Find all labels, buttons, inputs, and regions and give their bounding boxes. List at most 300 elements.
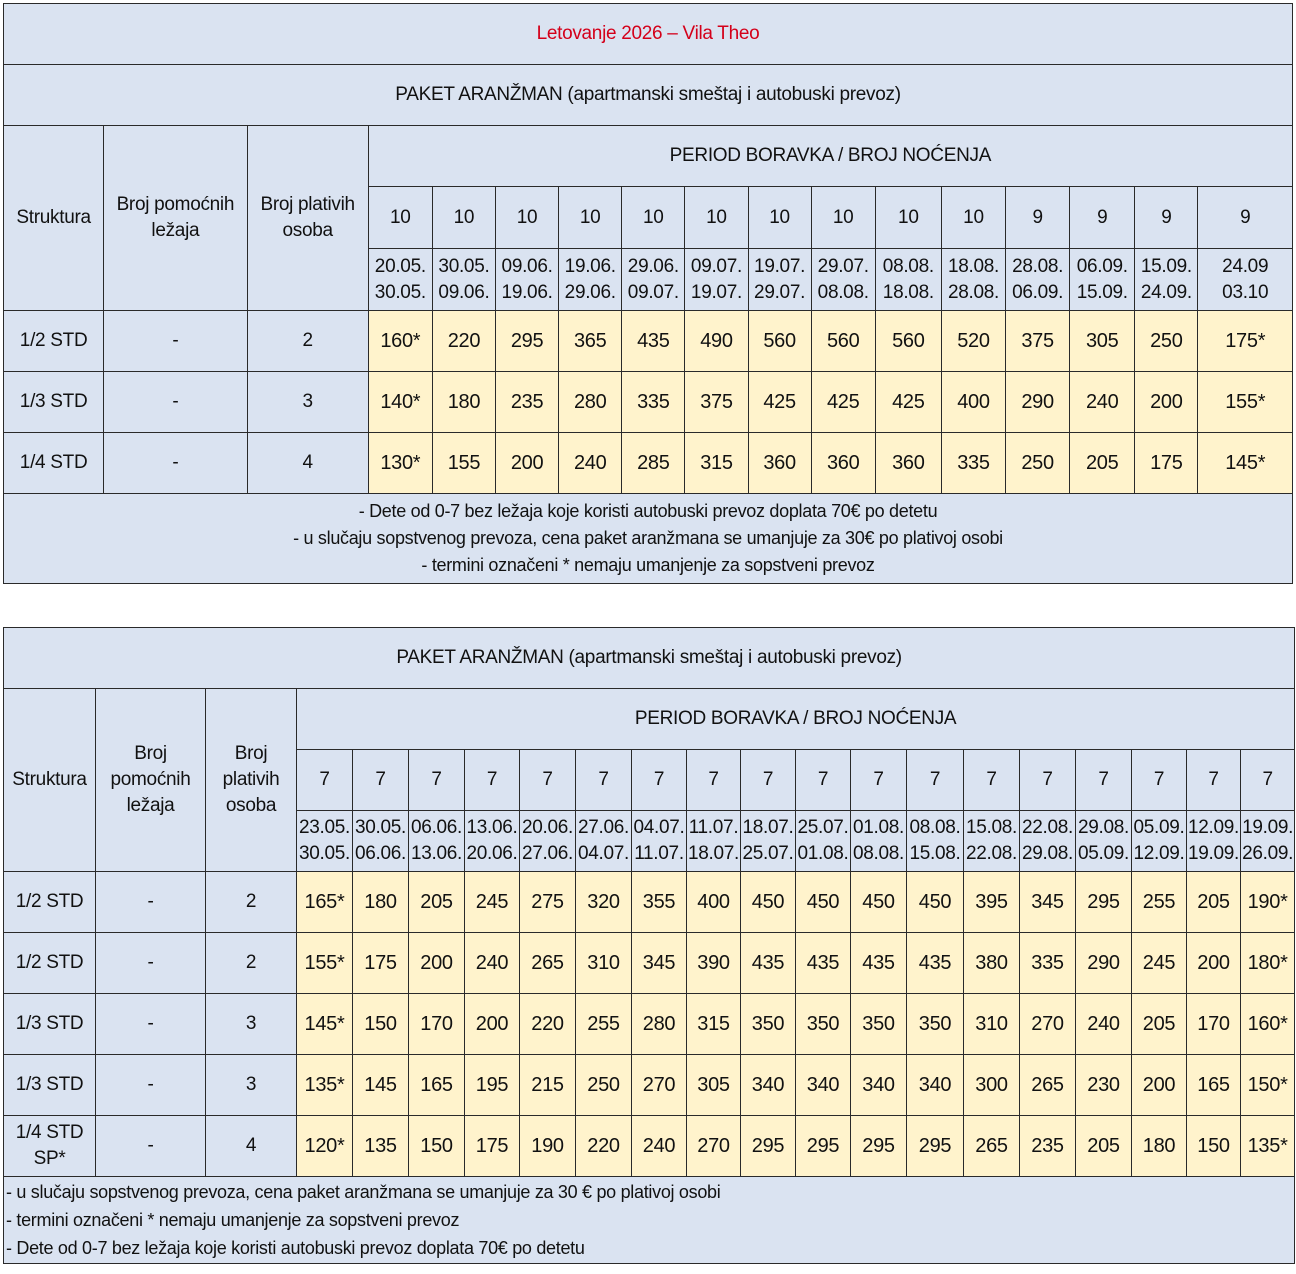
price-cell: 180* (1241, 933, 1295, 994)
pomocnih-cell: - (96, 872, 206, 933)
date-range-cell (432, 249, 495, 311)
price-cell: 220 (576, 1116, 632, 1177)
price-cell: 145* (1198, 433, 1293, 494)
nights-cell: 7 (687, 750, 741, 811)
price-cell: 150 (409, 1116, 465, 1177)
note-line: - u slučaju sopstvenog prevoza, cena paket aranžmana se umanjuje za 30€ po plativoj osobi (293, 528, 1003, 548)
note-line: - termini označeni * nemaju umanjenje za sopstveni prevoz (6, 1210, 460, 1230)
date-from: 23.05. (298, 817, 351, 838)
nights-cell: 10 (875, 187, 941, 249)
price-cell: 205 (1070, 433, 1135, 494)
date-range-cell (1135, 249, 1198, 311)
struktura-cell: 1/3 STD (4, 994, 96, 1055)
struktura-cell: 1/2 STD (4, 311, 104, 372)
nights-cell: 7 (796, 750, 851, 811)
price-cell: 200 (409, 933, 465, 994)
date-from: 04.07. (633, 817, 685, 838)
price-cell: 340 (741, 1055, 796, 1116)
nights-cell: 7 (409, 750, 465, 811)
price-cell: 165 (409, 1055, 465, 1116)
pomocnih-cell: - (96, 933, 206, 994)
struktura-cell: 1/3 STD (4, 372, 104, 433)
price-cell: 450 (796, 872, 851, 933)
date-to: 03.10 (1222, 281, 1269, 303)
price-cell: 265 (520, 933, 576, 994)
price-cell: 135* (297, 1055, 353, 1116)
price-cell: 365 (559, 311, 622, 372)
date-from: 05.09. (1133, 817, 1185, 838)
nights-cell: 7 (1132, 750, 1187, 811)
page-title: Letovanje 2026 – Vila Theo (4, 4, 1293, 65)
table-row (4, 372, 1293, 433)
price-cell: 425 (748, 372, 811, 433)
date-from: 01.08. (852, 817, 905, 838)
struktura-cell: 1/3 STD (4, 1055, 96, 1116)
notes (4, 1177, 1295, 1264)
price-cell: 335 (622, 372, 685, 433)
date-to: 15.09. (1076, 281, 1128, 303)
date-range-cell (496, 249, 559, 311)
price-cell: 200 (1132, 1055, 1187, 1116)
date-to: 22.08. (965, 843, 1018, 864)
date-from: 30.05. (438, 255, 490, 277)
price-cell: 425 (875, 372, 941, 433)
date-from: 29.08. (1077, 817, 1130, 838)
date-to: 29.08. (1021, 843, 1074, 864)
nights-cell: 7 (297, 750, 353, 811)
price-cell: 255 (576, 994, 632, 1055)
price-table-7-nights (3, 627, 1295, 1264)
price-cell: 205 (409, 872, 465, 933)
price-cell: 190 (520, 1116, 576, 1177)
date-to: 06.06. (354, 843, 407, 864)
nights-cell: 7 (1187, 750, 1241, 811)
table-row (4, 1055, 1295, 1116)
price-cell: 290 (1076, 933, 1132, 994)
date-from: 18.07. (742, 817, 794, 838)
price-cell: 255 (1132, 872, 1187, 933)
date-range-cell (1070, 249, 1135, 311)
price-cell: 340 (851, 1055, 907, 1116)
date-to: 25.07. (742, 843, 794, 864)
price-cell: 180 (353, 872, 409, 933)
price-cell: 435 (851, 933, 907, 994)
table-subtitle: PAKET ARANŽMAN (apartmanski smeštaj i autobuski prevoz) (4, 65, 1293, 126)
price-cell: 375 (1006, 311, 1070, 372)
header-plativih-osoba: Broj plativih osoba (247, 126, 368, 311)
date-to: 04.07. (577, 843, 630, 864)
date-from: 12.09. (1187, 817, 1240, 838)
date-from: 15.09. (1140, 255, 1192, 277)
price-cell: 335 (1020, 933, 1076, 994)
price-cell: 220 (432, 311, 495, 372)
date-from: 13.06. (466, 817, 518, 838)
price-cell: 175* (1198, 311, 1293, 372)
date-to: 18.08. (882, 281, 934, 303)
price-cell: 135 (353, 1116, 409, 1177)
struktura-cell: 1/2 STD (4, 872, 96, 933)
nights-cell: 10 (432, 187, 495, 249)
price-cell: 320 (576, 872, 632, 933)
nights-cell: 10 (622, 187, 685, 249)
price-cell: 435 (741, 933, 796, 994)
price-cell: 120* (297, 1116, 353, 1177)
price-cell: 200 (496, 433, 559, 494)
table-subtitle: PAKET ARANŽMAN (apartmanski smeštaj i autobuski prevoz) (4, 628, 1295, 689)
table-row (4, 433, 1293, 494)
price-cell: 170 (1187, 994, 1241, 1055)
date-from: 18.08. (947, 255, 999, 277)
price-cell: 180 (1132, 1116, 1187, 1177)
price-cell: 160* (368, 311, 432, 372)
price-cell: 280 (632, 994, 687, 1055)
date-range-cell (741, 811, 796, 872)
price-cell: 350 (907, 994, 964, 1055)
price-cell: 265 (1020, 1055, 1076, 1116)
date-range-cell (576, 811, 632, 872)
date-range-cell (907, 811, 964, 872)
plativih-cell: 3 (206, 1055, 297, 1116)
pomocnih-cell: - (104, 311, 247, 372)
price-cell: 220 (520, 994, 576, 1055)
date-range-cell (875, 249, 941, 311)
date-to: 27.06. (521, 843, 574, 864)
struktura-cell: 1/4 STD (4, 433, 104, 494)
price-cell: 235 (1020, 1116, 1076, 1177)
nights-cell: 7 (576, 750, 632, 811)
price-cell: 560 (875, 311, 941, 372)
price-cell: 175 (353, 933, 409, 994)
price-cell: 200 (1187, 933, 1241, 994)
table-row (4, 311, 1293, 372)
price-cell: 355 (632, 872, 687, 933)
price-cell: 240 (559, 433, 622, 494)
price-cell: 340 (907, 1055, 964, 1116)
price-cell: 280 (559, 372, 622, 433)
date-from: 20.06. (521, 817, 574, 838)
price-cell: 175 (1135, 433, 1198, 494)
plativih-cell: 4 (206, 1116, 297, 1177)
price-cell: 295 (741, 1116, 796, 1177)
price-cell: 200 (465, 994, 520, 1055)
price-cell: 490 (685, 311, 748, 372)
price-cell: 425 (811, 372, 875, 433)
date-to: 08.08. (817, 281, 869, 303)
price-cell: 240 (465, 933, 520, 994)
table-row (4, 872, 1295, 933)
pomocnih-cell: - (96, 994, 206, 1055)
price-cell: 145 (353, 1055, 409, 1116)
price-cell: 165 (1187, 1055, 1241, 1116)
date-from: 19.07. (754, 255, 806, 277)
pomocnih-cell: - (96, 1116, 206, 1177)
price-cell: 350 (741, 994, 796, 1055)
price-cell: 360 (748, 433, 811, 494)
date-from: 28.08. (1012, 255, 1064, 277)
date-range-cell (559, 249, 622, 311)
nights-cell: 7 (1020, 750, 1076, 811)
price-cell: 155 (432, 433, 495, 494)
price-cell: 245 (465, 872, 520, 933)
price-cell: 250 (1006, 433, 1070, 494)
date-from: 15.08. (965, 817, 1018, 838)
date-from: 19.09. (1242, 817, 1294, 838)
date-range-cell (1132, 811, 1187, 872)
header-plativih-osoba: Broj plativih osoba (206, 689, 297, 872)
price-cell: 160* (1241, 994, 1295, 1055)
price-cell: 180 (432, 372, 495, 433)
price-cell: 230 (1076, 1055, 1132, 1116)
price-cell: 270 (632, 1055, 687, 1116)
price-cell: 295 (796, 1116, 851, 1177)
date-to: 15.08. (909, 843, 961, 864)
price-cell: 520 (941, 311, 1005, 372)
nights-cell: 9 (1006, 187, 1070, 249)
date-range-cell (1187, 811, 1241, 872)
price-cell: 245 (1132, 933, 1187, 994)
date-to: 24.09. (1140, 281, 1192, 303)
date-from: 19.06. (564, 255, 616, 277)
date-to: 11.07. (634, 843, 684, 864)
date-range-cell (964, 811, 1020, 872)
note-line: - Dete od 0-7 bez ležaja koje koristi autobuski prevoz doplata 70€ po detetu (358, 501, 938, 521)
price-cell: 195 (465, 1055, 520, 1116)
price-cell: 150* (1241, 1055, 1295, 1116)
date-range-cell (1020, 811, 1076, 872)
price-cell: 300 (964, 1055, 1020, 1116)
price-cell: 130* (368, 433, 432, 494)
price-cell: 345 (632, 933, 687, 994)
price-cell: 135* (1241, 1116, 1295, 1177)
nights-cell: 7 (964, 750, 1020, 811)
date-to: 29.06. (564, 281, 616, 303)
plativih-cell: 3 (247, 372, 368, 433)
header-struktura: Struktura (4, 126, 104, 311)
date-to: 05.09. (1077, 843, 1130, 864)
price-cell: 215 (520, 1055, 576, 1116)
price-cell: 150 (1187, 1116, 1241, 1177)
date-range-cell (1198, 249, 1293, 311)
date-range-cell (297, 811, 353, 872)
price-cell: 265 (964, 1116, 1020, 1177)
date-from: 30.05. (354, 817, 407, 838)
date-to: 06.09. (1012, 281, 1064, 303)
date-range-cell (1076, 811, 1132, 872)
date-from: 06.06. (410, 817, 463, 838)
header-period: PERIOD BORAVKA / BROJ NOĆENJA (368, 126, 1292, 187)
price-cell: 335 (941, 433, 1005, 494)
note-line: - Dete od 0-7 bez ležaja koje koristi autobuski prevoz doplata 70€ po detetu (6, 1238, 585, 1258)
date-range-cell (796, 811, 851, 872)
date-to: 30.05. (374, 281, 426, 303)
plativih-cell: 2 (206, 933, 297, 994)
date-from: 09.06. (501, 255, 553, 277)
nights-cell: 9 (1070, 187, 1135, 249)
date-range-cell (465, 811, 520, 872)
date-from: 24.09 (1222, 255, 1269, 277)
price-cell: 275 (520, 872, 576, 933)
price-cell: 380 (964, 933, 1020, 994)
price-cell: 435 (796, 933, 851, 994)
price-cell: 205 (1076, 1116, 1132, 1177)
date-to: 01.08. (797, 843, 849, 864)
date-to: 30.05. (298, 843, 351, 864)
price-cell: 240 (632, 1116, 687, 1177)
price-cell: 140* (368, 372, 432, 433)
header-struktura: Struktura (4, 689, 96, 872)
price-cell: 240 (1076, 994, 1132, 1055)
date-to: 09.07. (627, 281, 679, 303)
date-from: 20.05. (374, 255, 426, 277)
nights-cell: 7 (520, 750, 576, 811)
date-from: 27.06. (577, 817, 630, 838)
price-table-10-nights (3, 3, 1293, 584)
table-row (4, 994, 1295, 1055)
date-to: 12.09. (1133, 843, 1185, 864)
price-cell: 400 (687, 872, 741, 933)
date-from: 08.08. (909, 817, 961, 838)
nights-cell: 9 (1198, 187, 1293, 249)
price-cell: 315 (687, 994, 741, 1055)
date-range-cell (687, 811, 741, 872)
price-cell: 310 (576, 933, 632, 994)
header-pomocnih-lezaja: Broj pomoćnih ležaja (96, 689, 206, 872)
date-range-cell (622, 249, 685, 311)
date-to: 09.06. (438, 281, 490, 303)
plativih-cell: 2 (206, 872, 297, 933)
nights-cell: 7 (465, 750, 520, 811)
nights-cell: 10 (941, 187, 1005, 249)
date-from: 06.09. (1076, 255, 1128, 277)
table-row (4, 933, 1295, 994)
price-cell: 450 (741, 872, 796, 933)
pomocnih-cell: - (96, 1055, 206, 1116)
date-from: 29.07. (817, 255, 869, 277)
plativih-cell: 3 (206, 994, 297, 1055)
price-cell: 350 (796, 994, 851, 1055)
price-cell: 390 (687, 933, 741, 994)
nights-cell: 7 (1076, 750, 1132, 811)
pomocnih-cell: - (104, 433, 247, 494)
price-cell: 200 (1135, 372, 1198, 433)
price-cell: 360 (811, 433, 875, 494)
nights-cell: 7 (353, 750, 409, 811)
price-cell: 305 (1070, 311, 1135, 372)
date-range-cell (1006, 249, 1070, 311)
nights-cell: 10 (368, 187, 432, 249)
price-cell: 165* (297, 872, 353, 933)
price-cell: 315 (685, 433, 748, 494)
price-cell: 295 (496, 311, 559, 372)
date-to: 20.06. (466, 843, 518, 864)
price-cell: 175 (465, 1116, 520, 1177)
nights-cell: 10 (559, 187, 622, 249)
date-range-cell (368, 249, 432, 311)
price-cell: 450 (851, 872, 907, 933)
price-cell: 295 (907, 1116, 964, 1177)
price-cell: 270 (1020, 994, 1076, 1055)
price-cell: 295 (1076, 872, 1132, 933)
price-cell: 190* (1241, 872, 1295, 933)
date-to: 19.07. (690, 281, 742, 303)
nights-cell: 10 (811, 187, 875, 249)
date-from: 08.08. (882, 255, 934, 277)
price-cell: 360 (875, 433, 941, 494)
table-row (4, 1116, 1295, 1177)
price-cell: 295 (851, 1116, 907, 1177)
date-range-cell (685, 249, 748, 311)
price-cell: 205 (1132, 994, 1187, 1055)
price-cell: 155* (1198, 372, 1293, 433)
price-cell: 145* (297, 994, 353, 1055)
date-to: 26.09. (1242, 843, 1294, 864)
struktura-cell: 1/4 STD SP* (4, 1116, 96, 1177)
price-cell: 345 (1020, 872, 1076, 933)
nights-cell: 7 (907, 750, 964, 811)
date-range-cell (353, 811, 409, 872)
date-to: 18.07. (687, 843, 740, 864)
price-cell: 235 (496, 372, 559, 433)
price-cell: 250 (1135, 311, 1198, 372)
date-from: 22.08. (1021, 817, 1074, 838)
date-range-cell (811, 249, 875, 311)
date-to: 13.06. (410, 843, 463, 864)
price-cell: 560 (811, 311, 875, 372)
price-cell: 560 (748, 311, 811, 372)
note-line: - termini označeni * nemaju umanjenje za sopstveni prevoz (421, 555, 875, 575)
date-to: 19.09. (1187, 843, 1240, 864)
nights-cell: 7 (741, 750, 796, 811)
price-cell: 285 (622, 433, 685, 494)
nights-cell: 7 (851, 750, 907, 811)
nights-cell: 7 (1241, 750, 1295, 811)
pomocnih-cell: - (104, 372, 247, 433)
price-cell: 305 (687, 1055, 741, 1116)
date-range-cell (941, 249, 1005, 311)
price-cell: 435 (622, 311, 685, 372)
nights-cell: 10 (496, 187, 559, 249)
price-cell: 375 (685, 372, 748, 433)
date-from: 25.07. (797, 817, 849, 838)
price-cell: 250 (576, 1055, 632, 1116)
date-range-cell (1241, 811, 1295, 872)
price-cell: 450 (907, 872, 964, 933)
price-cell: 150 (353, 994, 409, 1055)
price-cell: 155* (297, 933, 353, 994)
date-to: 29.07. (754, 281, 806, 303)
header-period: PERIOD BORAVKA / BROJ NOĆENJA (297, 689, 1295, 750)
date-to: 08.08. (852, 843, 905, 864)
date-range-cell (520, 811, 576, 872)
price-cell: 170 (409, 994, 465, 1055)
price-cell: 290 (1006, 372, 1070, 433)
date-to: 28.08. (947, 281, 999, 303)
price-cell: 395 (964, 872, 1020, 933)
date-range-cell (409, 811, 465, 872)
price-cell: 310 (964, 994, 1020, 1055)
nights-cell: 10 (685, 187, 748, 249)
notes (4, 494, 1293, 584)
price-cell: 270 (687, 1116, 741, 1177)
nights-cell: 7 (632, 750, 687, 811)
date-range-cell (748, 249, 811, 311)
note-line: - u slučaju sopstvenog prevoza, cena paket aranžmana se umanjuje za 30 € po plativoj osobi (6, 1182, 721, 1202)
date-range-cell (632, 811, 687, 872)
plativih-cell: 2 (247, 311, 368, 372)
date-from: 09.07. (690, 255, 742, 277)
price-cell: 205 (1187, 872, 1241, 933)
date-to: 19.06. (501, 281, 553, 303)
